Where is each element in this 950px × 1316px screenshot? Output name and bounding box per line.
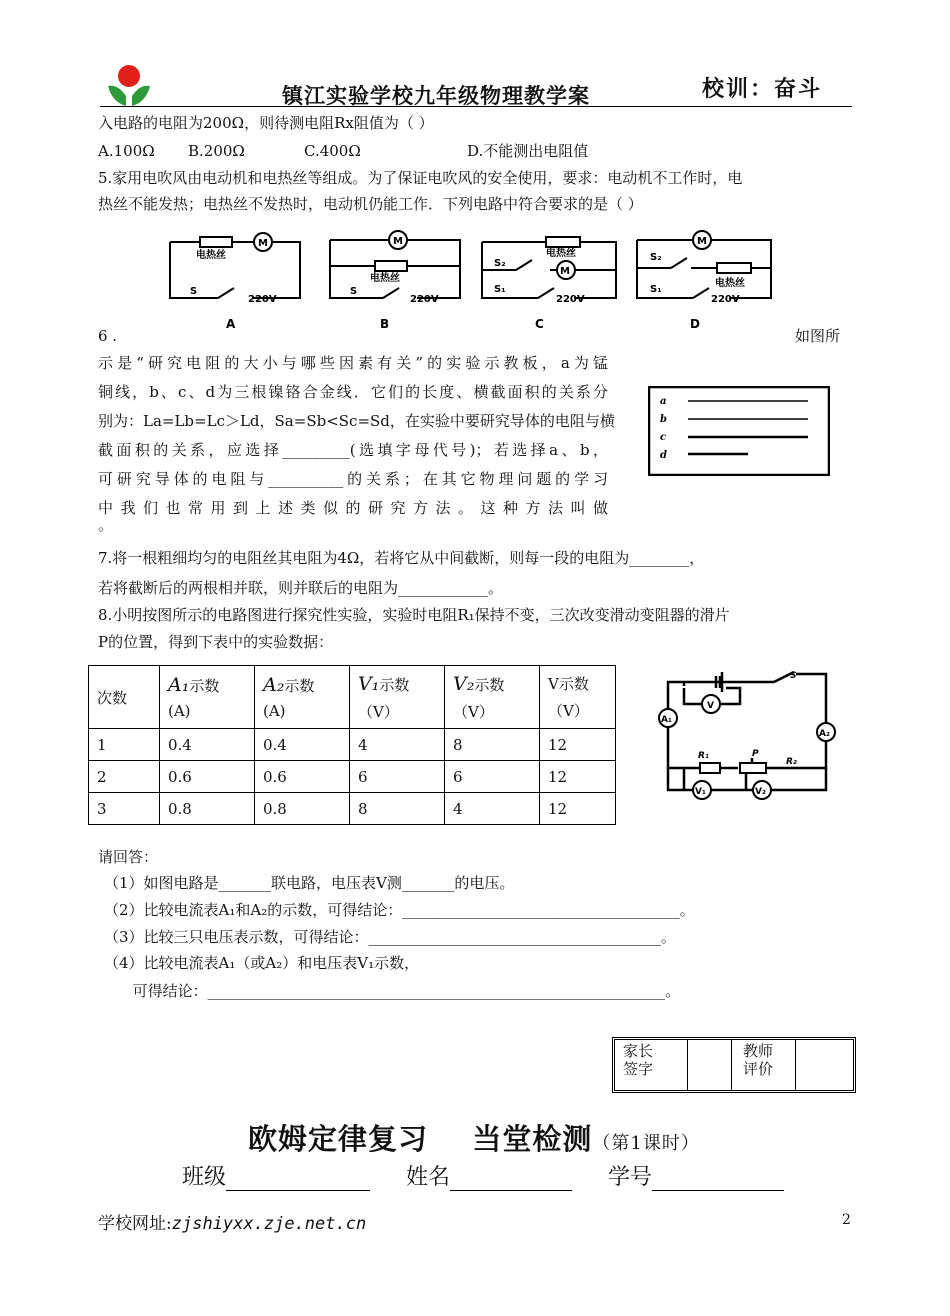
q8-answer-intro: 请回答： [98, 848, 159, 866]
circuit-b-switch: S [350, 286, 358, 297]
table-cell: 0.6 [160, 761, 255, 793]
table-cell: 8 [350, 793, 445, 825]
header-v2: V₂示数 （V） [445, 666, 540, 729]
q6-paragraph [98, 349, 615, 523]
header-a1: A₁示数 (A) [160, 666, 255, 729]
circuit-c-motor: M [560, 266, 570, 277]
circuit-c-s2: S₂ [494, 258, 506, 269]
q6-board [648, 386, 830, 476]
table-cell: 0.8 [255, 793, 350, 825]
header-motto: 校训：奋斗 [702, 76, 823, 102]
table-cell: 0.4 [160, 729, 255, 761]
q8-answer-1: （1）如图电路是_______联电路，电压表V测_______的电压。 [104, 874, 515, 892]
q6-number: 6 . [98, 327, 118, 345]
circuit8-a1-label: A₁ [661, 715, 672, 725]
board-label-a: a [660, 396, 667, 407]
table-cell: 3 [89, 793, 160, 825]
class-field[interactable] [226, 1190, 370, 1191]
name-label: 姓名 [406, 1165, 451, 1190]
q8-line1: 8.小明按图所示的电路图进行探究性实验，实验时电阻R₁保持不变，三次改变滑动变阻器的滑片 [98, 606, 730, 624]
circuit-d-label: D [690, 317, 700, 331]
table-cell: 4 [445, 793, 540, 825]
circuit-b-voltage: 220V [410, 294, 439, 305]
header-v: V示数 （V） [540, 666, 616, 729]
circuit8-s-label: S [790, 671, 797, 681]
table-row [89, 793, 616, 825]
evaluation-box [612, 1037, 856, 1093]
q5-circuits [160, 226, 780, 336]
table-cell: 8 [445, 729, 540, 761]
header-v1: V₁示数 （V） [350, 666, 445, 729]
circuit-a-switch: S [190, 286, 198, 297]
table-cell: 4 [350, 729, 445, 761]
header-trials: 次数 [89, 666, 160, 729]
circuit-c-s1: S₁ [494, 284, 506, 295]
table-cell: 6 [350, 761, 445, 793]
q7-line1: 7.将一根粗细均匀的电阻丝其电阻为4Ω，若将它从中间截断，则每一段的电阻为________， [98, 549, 705, 567]
q6-tail-right: 如图所 [795, 327, 841, 345]
q4-option-b: B.200Ω [188, 142, 245, 160]
circuit-d-heater: 电热丝 [715, 278, 745, 289]
circuit-c-label: C [535, 317, 544, 331]
circuit-c-voltage: 220V [556, 294, 585, 305]
eval-divider [687, 1040, 688, 1090]
school-logo [104, 62, 154, 110]
q6-end: 。 [98, 516, 114, 534]
q8-line2: P的位置，得到下表中的实验数据： [98, 633, 334, 651]
school-url-link[interactable]: zjshiyxx.zje.net.cn [171, 1214, 367, 1234]
table-cell: 12 [540, 729, 616, 761]
q4-option-d: D.不能测出电阻值 [467, 142, 589, 160]
board-label-b: b [660, 414, 667, 425]
board-label-d: d [660, 450, 667, 461]
name-field[interactable] [450, 1190, 572, 1191]
header-a2: A₂示数 (A) [255, 666, 350, 729]
circuit-d-voltage: 220V [711, 294, 740, 305]
q8-answer-3: （3）比较三只电压表示数，可得结论：_______________________________________。 [104, 928, 677, 946]
circuit-b-heater: 电热丝 [370, 273, 400, 284]
table-cell: 6 [445, 761, 540, 793]
circuit-a-voltage: 220V [248, 294, 277, 305]
circuit8-v2-label: V₂ [755, 787, 766, 797]
table-row [89, 729, 616, 761]
header-title: 镇江实验学校九年级物理教学案 [282, 83, 590, 108]
q5-line1: 5.家用电吹风由电动机和电热丝等组成。为了保证电吹风的安全使用，要求：电动机不工作时，电 [98, 169, 743, 187]
circuit-d-s2: S₂ [650, 252, 662, 263]
circuit-a-label: A [226, 317, 236, 331]
table-header-row [89, 666, 616, 729]
page-number: 2 [842, 1212, 851, 1228]
q6-row-1: 示是“研究电阻的大小与哪些因素有关”的实验示教板，a为锰 [98, 354, 608, 372]
section-subtitle: （第1课时） [592, 1133, 700, 1154]
q8-circuit [654, 664, 844, 804]
class-label: 班级 [182, 1165, 227, 1190]
table-cell: 0.6 [255, 761, 350, 793]
eval-divider [795, 1040, 796, 1090]
circuit-c-heater: 电热丝 [546, 248, 576, 259]
section-title [248, 1117, 700, 1158]
circuit-d-s1: S₁ [650, 284, 662, 295]
table-cell: 0.4 [255, 729, 350, 761]
header-rule [100, 106, 852, 107]
section-title-text: 欧姆定律复习 当堂检测 [248, 1122, 593, 1156]
circuit-a-motor: M [258, 238, 268, 249]
table-cell: 12 [540, 793, 616, 825]
circuit-a-heater: 电热丝 [196, 250, 226, 261]
table-cell: 12 [540, 761, 616, 793]
student-id-label: 学号 [608, 1165, 653, 1190]
table-row [89, 761, 616, 793]
footer-label: 学校网址: [98, 1214, 172, 1234]
circuit-b-motor: M [393, 236, 403, 247]
q8-answer-4: （4）比较电流表A₁（或A₂）和电压表V₁示数， [104, 954, 420, 972]
circuit-b-label: B [380, 317, 390, 331]
q8-data-table [88, 665, 616, 825]
q8-answer-4-conclusion: 可得结论：_____________________________________________________________。 [104, 982, 681, 1000]
q6-row-3: 别为：La=Lb=Lc＞Ld，Sa=Sb<Sc=Sd，在实验中要研究导体的电阻与横 [98, 412, 615, 430]
table-cell: 0.8 [160, 793, 255, 825]
circuit-d-motor: M [697, 236, 707, 247]
q6-row-6: 中我们也常用到上述类似的研究方法。这种方法叫做 [98, 499, 608, 517]
parent-sign-label: 家长 签字 [623, 1042, 654, 1078]
q4-option-c: C.400Ω [304, 142, 361, 160]
q6-row-4: 截面积的关系，应选择_________(选填字母代号)；若选择a、b， [98, 441, 608, 459]
table-cell: 2 [89, 761, 160, 793]
circuit8-a2-label: A₂ [819, 729, 830, 739]
circuit8-r1-label: R₁ [698, 751, 709, 761]
student-info-line [182, 1160, 784, 1191]
footer [98, 1209, 366, 1234]
table-cell: 1 [89, 729, 160, 761]
q6-row-5: 可研究导体的电阻与__________的关系；在其它物理问题的学习 [98, 470, 608, 488]
q5-line2: 热丝不能发热；电热丝不发热时，电动机仍能工作．下列电路中符合要求的是（ ） [98, 195, 643, 213]
q8-answer-2: （2）比较电流表A₁和A₂的示数，可得结论：_____________________________________。 [104, 901, 695, 919]
student-id-field[interactable] [652, 1190, 784, 1191]
circuit8-r2-label: R₂ [786, 757, 797, 767]
eval-divider [731, 1040, 732, 1090]
teacher-eval-label: 教师 评价 [743, 1042, 774, 1078]
circuit8-v-label: V [707, 701, 714, 711]
board-label-c: c [660, 432, 667, 443]
circuit8-p-label: P [752, 749, 759, 759]
q4-option-a: A.100Ω [98, 142, 155, 160]
circuit8-v1-label: V₁ [695, 787, 706, 797]
q7-line2: 若将截断后的两根相并联，则并联后的电阻为____________。 [98, 579, 504, 597]
q6-row-2: 铜线，b、c、d为三根镍铬合金线．它们的长度、横截面积的关系分 [98, 383, 608, 401]
q4-text: 入电路的电阻为200Ω，则待测电阻Rx阻值为（ ） [98, 114, 434, 132]
